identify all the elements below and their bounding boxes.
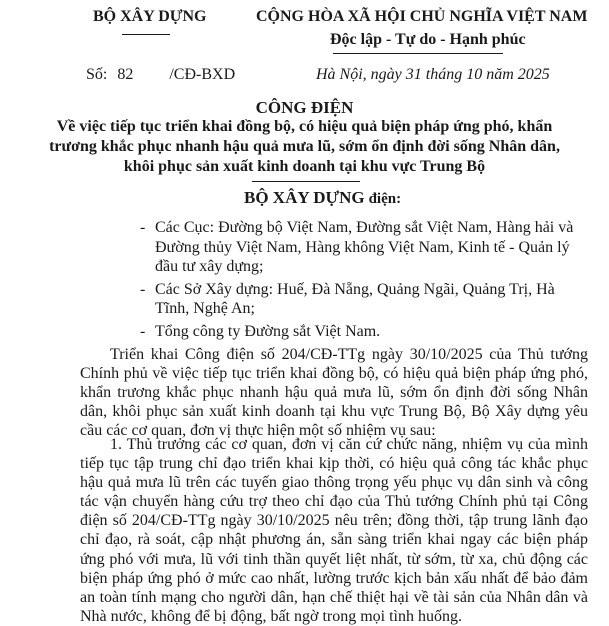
recipient-list xyxy=(138,218,578,344)
national-motto: Độc lập - Tự do - Hạnh phúc xyxy=(330,31,526,48)
document-number xyxy=(86,66,235,84)
intro-paragraph: Triển khai Công điện số 204/CĐ-TTg ngày 30/10/2025 của Thủ tướng Chính phủ về việc tiếp tục triển khai đồng bộ, có hiệu quả biện pháp ứng phó, khẩn trương khắc phục nhanh hậu quả mưa lũ, sớm ổn định đời sống Nhân dân, khôi phục sản xuất kinh doanh tại khu vực Trung Bộ, Bộ Xây dựng yêu cầu các cơ quan, đơn vị thực hiện một số nhiệm vụ sau: xyxy=(80,346,588,440)
national-title: CỘNG HÒA XÃ HỘI CHỦ NGHĨA VIỆT NAM xyxy=(256,8,588,25)
doc-number-value: 82 xyxy=(117,66,134,83)
recipient-item: - Các Sở Xây dựng: Huế, Đà Nẵng, Quảng Ngãi, Quảng Trị, Hà Tĩnh, Nghệ An; xyxy=(138,280,578,319)
subject-line-1: Về việc tiếp tục triển khai đồng bộ, có hiệu quả biện pháp ứng phó, khẩn xyxy=(56,118,553,135)
doc-number-label: Số: xyxy=(86,66,108,83)
sender-line xyxy=(244,188,401,208)
agency-underline xyxy=(122,34,170,35)
issuing-agency: BỘ XÂY DỰNG xyxy=(93,8,207,25)
place-and-date: Hà Nội, ngày 31 tháng 10 năm 2025 xyxy=(316,66,550,83)
subject-line-2: trương khắc phục nhanh hậu quả mưa lũ, sớm ổn định đời sống Nhân dân, xyxy=(49,138,560,155)
subject-underline xyxy=(252,181,360,182)
task-item-1: 1. Thủ trưởng các cơ quan, đơn vị căn cứ chức năng, nhiệm vụ của mình tiếp tục tập trung chỉ đạo triển khai kịp thời, có hiệu quả công tác khắc phục hậu quả mưa lũ trên các tuyến giao thông trọng yếu phục vụ dân sinh và công tác vận chuyển hàng cứu trợ theo chỉ đạo của Thủ tướng Chính phủ tại Công điện số 204/CĐ-TTg ngày 30/10/2025 nêu trên; đồng thời, tập trung lãnh đạo chỉ đạo, rà soát, cập nhật phương án, sẵn sàng triển khai ngay các biện pháp ứng phó với mưa, lũ với tinh thần quyết liệt nhất, từ sớm, từ xa, chủ động các biện pháp ứng phó ở mức cao nhất, lường trước kịch bản xấu nhất để bảo đảm an toàn tính mạng cho người dân, hạn chế thiệt hại về tài sản của Nhân dân và Nhà nước, không để bị động, bất ngờ trong mọi tình huống. xyxy=(80,436,588,625)
recipient-item: - Các Cục: Đường bộ Việt Nam, Đường sắt Việt Nam, Hàng hải và Đường thủy Việt Nam, Hàng không Việt Nam, Kinh tế - Quản lý đầu tư xây dựng; xyxy=(138,218,578,277)
subject-line-3: khôi phục sản xuất kinh doanh tại khu vực Trung Bộ xyxy=(123,158,486,175)
sender-suffix: điện: xyxy=(368,191,402,207)
document-type: CÔNG ĐIỆN xyxy=(255,98,354,117)
recipient-item: - Tổng công ty Đường sắt Việt Nam. xyxy=(138,322,578,342)
sender-name: BỘ XÂY DỰNG xyxy=(244,188,365,207)
doc-code: /CĐ-BXD xyxy=(169,66,236,83)
motto-underline xyxy=(333,53,503,54)
